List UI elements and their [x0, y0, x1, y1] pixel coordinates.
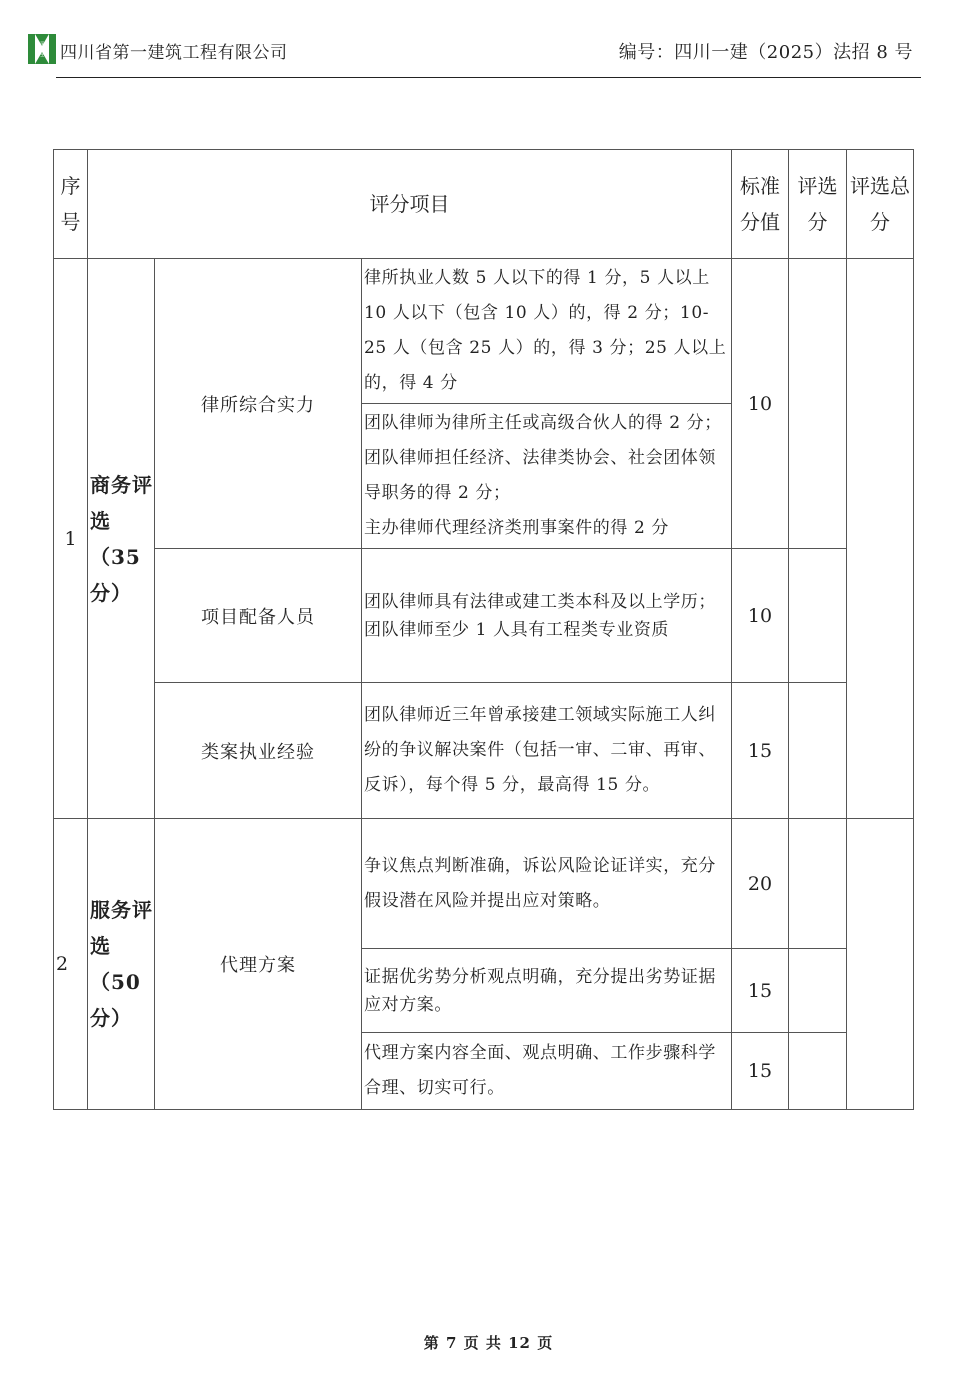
page-footer: 第 7 页 共 12 页 — [423, 1334, 554, 1352]
criteria-text: 团队律师近三年曾承接建工领域实际施工人纠纷的争议解决案件（包括一审、二审、再审、反诉），每个得 5 分，最高得 15 分。 — [362, 683, 732, 819]
criteria-text: 代理方案内容全面、观点明确、工作步骤科学合理、切实可行。 — [362, 1033, 732, 1110]
svg-text:HUASHI: HUASHI — [40, 41, 45, 57]
header-divider — [56, 77, 921, 78]
section-seq: 1 — [54, 259, 88, 819]
standard-value: 15 — [732, 949, 789, 1033]
sub-item-name: 类案执业经验 — [155, 683, 362, 819]
document-number: 编号：四川一建（2025）法招 8 号 — [618, 42, 913, 63]
scoring-table — [53, 149, 914, 1110]
score-cell — [789, 683, 847, 819]
standard-value: 10 — [732, 259, 789, 549]
standard-value: 15 — [732, 683, 789, 819]
header-item: 评分项目 — [88, 150, 732, 259]
criteria-text: 律所执业人数 5 人以下的得 1 分，5 人以上 10 人以下（包含 10 人）的，得 2 分；10-25 人（包含 25 人）的，得 3 分；25 人以上的，得 4 分 — [362, 259, 732, 404]
criteria-line: 团队律师具有法律或建工类本科及以上学历； — [364, 591, 716, 612]
table-row — [54, 683, 914, 819]
criteria-text — [362, 404, 732, 549]
criteria-line: 主办律师代理经济类刑事案件的得 2 分 — [364, 518, 670, 538]
standard-value: 10 — [732, 549, 789, 683]
sub-item-name: 代理方案 — [155, 819, 362, 1110]
table-row — [54, 259, 914, 404]
total-cell — [847, 819, 914, 1110]
criteria-text: 争议焦点判断准确，诉讼风险论证详实，充分假设潜在风险并提出应对策略。 — [362, 819, 732, 949]
score-cell — [789, 819, 847, 949]
criteria-text — [362, 549, 732, 683]
criteria-text: 证据优劣势分析观点明确，充分提出劣势证据应对方案。 — [362, 949, 732, 1033]
standard-value: 20 — [732, 819, 789, 949]
company-name: 四川省第一建筑工程有限公司 — [60, 43, 288, 63]
company-logo-icon — [28, 34, 56, 64]
table-row — [54, 819, 914, 949]
section-seq: 2 — [54, 819, 88, 1110]
section-category: 服务评选（50分） — [88, 819, 155, 1110]
table-header-row — [54, 150, 914, 259]
total-cell — [847, 259, 914, 819]
criteria-line: 团队律师为律所主任或高级合伙人的得 2 分；团队律师担任经济、法律类协会、社会团体领导职务的得 2 分； — [364, 413, 722, 503]
score-cell — [789, 1033, 847, 1110]
sub-item-name: 项目配备人员 — [155, 549, 362, 683]
sub-item-name: 律所综合实力 — [155, 259, 362, 549]
criteria-line: 团队律师至少 1 人具有工程类专业资质 — [364, 619, 670, 640]
table-row — [54, 549, 914, 683]
header-seq: 序号 — [54, 150, 88, 259]
header-standard: 标准分值 — [732, 150, 789, 259]
header-total: 评选总分 — [847, 150, 914, 259]
score-cell — [789, 549, 847, 683]
section-category: 商务评选（35分） — [88, 259, 155, 819]
page-header — [28, 30, 921, 80]
score-cell — [789, 949, 847, 1033]
standard-value: 15 — [732, 1033, 789, 1110]
header-score: 评选分 — [789, 150, 847, 259]
score-cell — [789, 259, 847, 549]
